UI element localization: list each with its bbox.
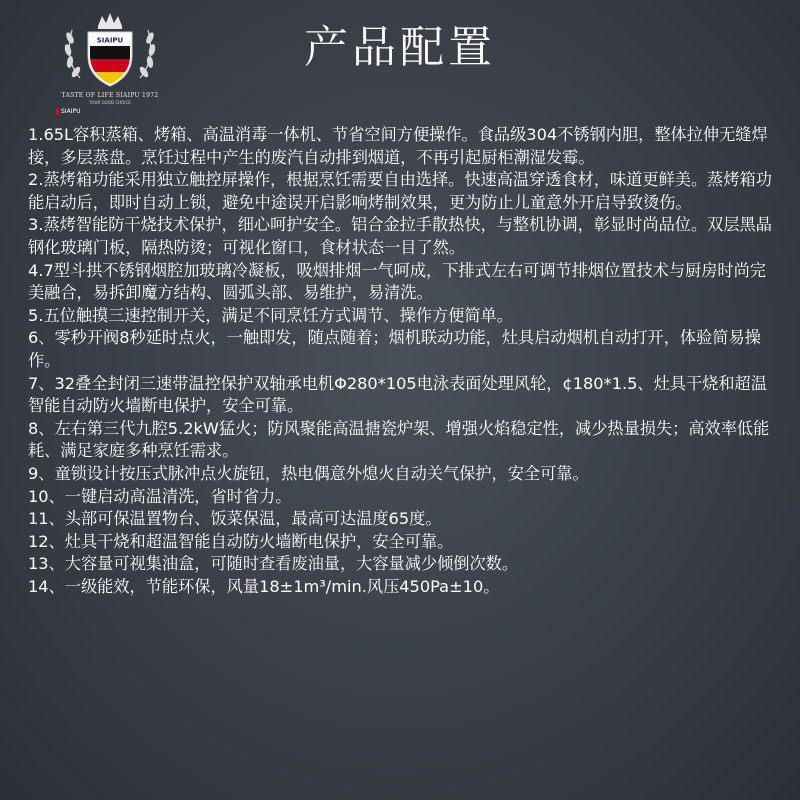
logo-subline: YOUR GOOD CHOICE: [89, 100, 131, 105]
logo-brand: [56, 108, 80, 115]
feature-item: 11、头部可保温置物台、饭菜保温，最高可达温度65度。: [28, 509, 442, 529]
feature-item: 3.蒸烤智能防干烧技术保护，细心呵护安全。铝合金拉手散热快，与整机协调，彰显时尚品位。双层黑晶钢化玻璃门板，隔热防烫；可视化窗口，食材状态一目了然。: [28, 215, 772, 257]
feature-item: 8、左右第三代九腔5.2kW猛火；防风聚能高温搪瓷炉架、增强火焰稳定性，减少热量损失；高效率低能耗、满足家庭多种烹饪需求。: [28, 418, 770, 461]
feature-item: 5.五位触摸三速控制开关，满足不同烹饪方式调节、操作方便简单。: [28, 305, 513, 325]
logo-tagline: TASTE OF LIFE SIAIPU 1972: [61, 92, 159, 99]
feature-item: 12、灶具干烧和超温智能自动防火墙断电保护，安全可靠。: [28, 531, 454, 551]
feature-item: 6、零秒开阀8秒延时点火，一触即发，随点随着；烟机联动功能，灶具启动烟机自动打开，体验简易操作。: [28, 328, 761, 370]
feature-item: 1.65L容积蒸箱、烤箱、高温消毒一体机、节省空间方便操作。食品级304不锈钢内胆，整体拉伸无缝焊接，多层蒸盘。烹饪过程中产生的废汽自动排到烟道，不再引起厨柜潮湿发霉。: [28, 125, 768, 167]
logo-badge-text: SIAIPU: [96, 36, 124, 45]
brand-mark-icon: [56, 108, 59, 115]
brand-logo: [50, 8, 170, 115]
header: [0, 0, 800, 120]
crown-shield-logo-icon: [50, 8, 170, 92]
feature-item: 7、32叠全封闭三速带温控保护双轴承电机Φ280*105电泳表面处理风轮，¢180*1.5、灶具干烧和超温智能自动防火墙断电保护，安全可靠。: [28, 373, 767, 416]
logo-brand-text: SIAIPU: [61, 108, 81, 115]
feature-item: 4.7型斗拱不锈钢烟腔加玻璃冷凝板，吸烟排烟一气呵成，下排式左右可调节排烟位置技术与厨房时尚完美融合，易拆卸魔方结构、圆弧头部、易维护，易清洗。: [28, 260, 766, 303]
feature-item: 13、大容量可视集油盒，可随时查看废油量，大容量减少倾倒次数。: [28, 554, 519, 574]
page-title: 产品配置: [304, 22, 496, 73]
feature-list: [28, 124, 778, 598]
feature-item: 14、一级能效，节能环保，风量18±1m³/min.风压450Pa±10。: [28, 576, 500, 596]
feature-item: 10、一键启动高温清洗，省时省力。: [28, 486, 292, 506]
feature-item: 2.蒸烤箱功能采用独立触控屏操作，根据烹饪需要自由选择。快速高温穿透食材，味道更鲜美。蒸烤箱功能启动后，即时自动上锁，避免中途误开启影响烤制效果，更为防止儿童意外开启导致烫伤。: [28, 170, 772, 212]
feature-item: 9、童锁设计按压式脉冲点火旋钮，热电偶意外熄火自动关气保护，安全可靠。: [28, 463, 589, 483]
